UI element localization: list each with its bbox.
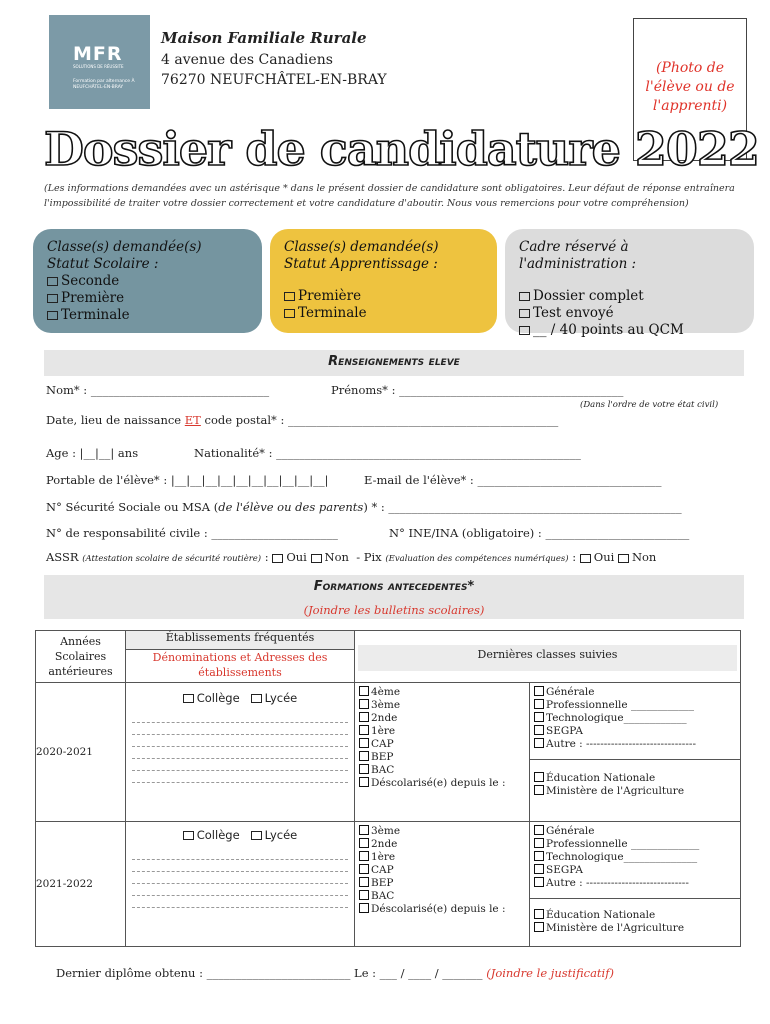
- checkbox-icon[interactable]: [47, 311, 58, 320]
- checkbox-icon[interactable]: [519, 326, 530, 335]
- checkbox-icon[interactable]: [284, 292, 295, 301]
- checkbox-icon[interactable]: [580, 554, 591, 563]
- checkbox-icon[interactable]: [47, 294, 58, 303]
- checkbox-icon[interactable]: [284, 309, 295, 318]
- classes-list[interactable]: 3ème 2nde 1ère CAP BEP BAC Déscolarisé(e) depuis le :: [355, 822, 530, 946]
- classes-list[interactable]: 4ème 3ème 2nde 1ère CAP BEP BAC Déscolarisé(e) depuis le :: [355, 683, 530, 821]
- section-renseignements: [44, 350, 744, 376]
- th-annees: Années Scolaires antérieures: [36, 631, 126, 683]
- logo-sub: SOLUTIONS DE RÉUSSITE: [73, 64, 124, 69]
- filiere-list[interactable]: Générale Professionnelle ____________ Technologique____________ SEGPA Autre : -------------------------------: [530, 683, 740, 760]
- th-etablissements: Établissements fréquentés: [126, 631, 355, 650]
- section-title: Formations antecedentes*: [313, 579, 475, 594]
- th-denominations: Dénominations et Adresses des établissements: [126, 650, 355, 683]
- field-nom[interactable]: Nom* : _______________________________: [46, 383, 270, 397]
- checkbox-icon[interactable]: [618, 554, 629, 563]
- mfr-logo: [49, 15, 150, 109]
- checkbox-icon[interactable]: [272, 554, 283, 563]
- field-email[interactable]: E-mail de l'élève* : ________________________________: [364, 473, 662, 487]
- checkbox-icon[interactable]: [47, 277, 58, 286]
- ministere-list[interactable]: Éducation Nationale Ministère de l'Agriculture: [530, 760, 740, 801]
- mandatory-note: (Les informations demandées avec un astérisque * dans le présent dossier de candidature sont obligatoires. Leur défaut de réponse entraînera l'impossibilité de traiter votre dossier correctement et votre candidature d'aboutir. Nous vous remercions pour votre compréhension): [44, 183, 735, 209]
- option-dossier-complet[interactable]: Dossier complet: [519, 288, 740, 305]
- box-statut-scolaire: [33, 229, 262, 333]
- ministere-list[interactable]: Éducation Nationale Ministère de l'Agriculture: [530, 899, 740, 938]
- option-test-envoye[interactable]: Test envoyé: [519, 305, 740, 322]
- box-administration: [505, 229, 754, 338]
- etablissement-cell[interactable]: Collège Lycée: [126, 822, 355, 947]
- checkbox-icon[interactable]: [311, 554, 322, 563]
- box-heading: Classe(s) demandée(s) Statut Apprentissage :: [284, 239, 439, 272]
- table-row: [36, 822, 741, 947]
- etablissement-cell[interactable]: Collège Lycée: [126, 683, 355, 822]
- box-statut-apprentissage: [270, 229, 497, 333]
- section-title: Renseignements eleve: [328, 354, 460, 369]
- option-premiere[interactable]: Première: [47, 290, 248, 307]
- prenoms-hint: (Dans l'ordre de votre état civil): [580, 400, 719, 410]
- field-assr-pix: ASSR (Attestation scolaire de sécurité routière) : Oui Non - Pix (Evaluation des compétences numériques) : Oui Non: [46, 550, 657, 564]
- section-formations: [44, 575, 744, 619]
- formations-table: [35, 630, 741, 947]
- checkbox-icon[interactable]: [519, 292, 530, 301]
- classes-cell: [355, 683, 741, 822]
- row-year: 2021-2022: [36, 822, 126, 947]
- field-dernier-diplome[interactable]: Dernier diplôme obtenu : _________________________ Le : ___ / ____ / _______ (Joindre le justificatif): [56, 966, 614, 980]
- filiere-list[interactable]: Générale Professionnelle _____________ Technologique______________ SEGPA Autre : -----------------------------: [530, 822, 740, 899]
- field-responsabilite-civile[interactable]: N° de responsabilité civile : ______________________: [46, 526, 338, 540]
- row-year: 2020-2021: [36, 683, 126, 822]
- checkbox-icon[interactable]: [519, 309, 530, 318]
- checkbox-icon[interactable]: [251, 694, 262, 703]
- checkbox-icon[interactable]: [251, 831, 262, 840]
- field-ine[interactable]: N° INE/INA (obligatoire) : _________________________: [389, 526, 690, 540]
- option-premiere[interactable]: Première: [284, 288, 483, 305]
- option-terminale[interactable]: Terminale: [284, 305, 483, 322]
- logo-text: MFR: [73, 43, 123, 65]
- box-heading: Cadre réservé à l'administration :: [519, 239, 637, 272]
- school-name: Maison Familiale Rurale: [161, 29, 367, 47]
- checkbox-icon[interactable]: [183, 694, 194, 703]
- table-row: [36, 683, 741, 822]
- photo-box[interactable]: (Photo de l'élève ou de l'apprenti): [633, 18, 747, 161]
- option-terminale[interactable]: Terminale: [47, 307, 248, 324]
- checkbox-icon[interactable]: [183, 831, 194, 840]
- option-qcm[interactable]: __ / 40 points au QCM: [519, 322, 740, 339]
- justificatif-note: (Joindre le justificatif): [486, 966, 614, 980]
- page-title: Dossier de candidature 2022: [44, 122, 759, 176]
- option-seconde[interactable]: Seconde: [47, 273, 248, 290]
- th-classes: Dernières classes suivies: [355, 631, 741, 683]
- box-heading: Classe(s) demandée(s) Statut Scolaire :: [47, 239, 202, 272]
- logo-tag: Formation par alternance À NEUFCHÂTEL-EN-BRAY: [73, 79, 135, 90]
- section-subtitle: (Joindre les bulletins scolaires): [303, 603, 485, 617]
- field-nationalite[interactable]: Nationalité* : _____________________________________________________: [194, 446, 581, 460]
- field-naissance[interactable]: Date, lieu de naissance ET code postal* : _______________________________________________: [46, 413, 559, 427]
- classes-cell: [355, 822, 741, 947]
- field-age[interactable]: Age : |__|__| ans: [46, 446, 139, 460]
- address-line2: 76270 NEUFCHÂTEL-EN-BRAY: [161, 72, 387, 88]
- field-portable[interactable]: Portable de l'élève* : |__|__|__|__|__|__|__|__|__|__|: [46, 473, 329, 487]
- address-line1: 4 avenue des Canadiens: [161, 52, 333, 68]
- et-emphasis: ET: [184, 413, 201, 427]
- field-prenoms[interactable]: Prénoms* : _______________________________________: [331, 383, 624, 397]
- field-securite-sociale[interactable]: N° Sécurité Sociale ou MSA (de l'élève ou des parents) * : ___________________________________________________: [46, 500, 682, 514]
